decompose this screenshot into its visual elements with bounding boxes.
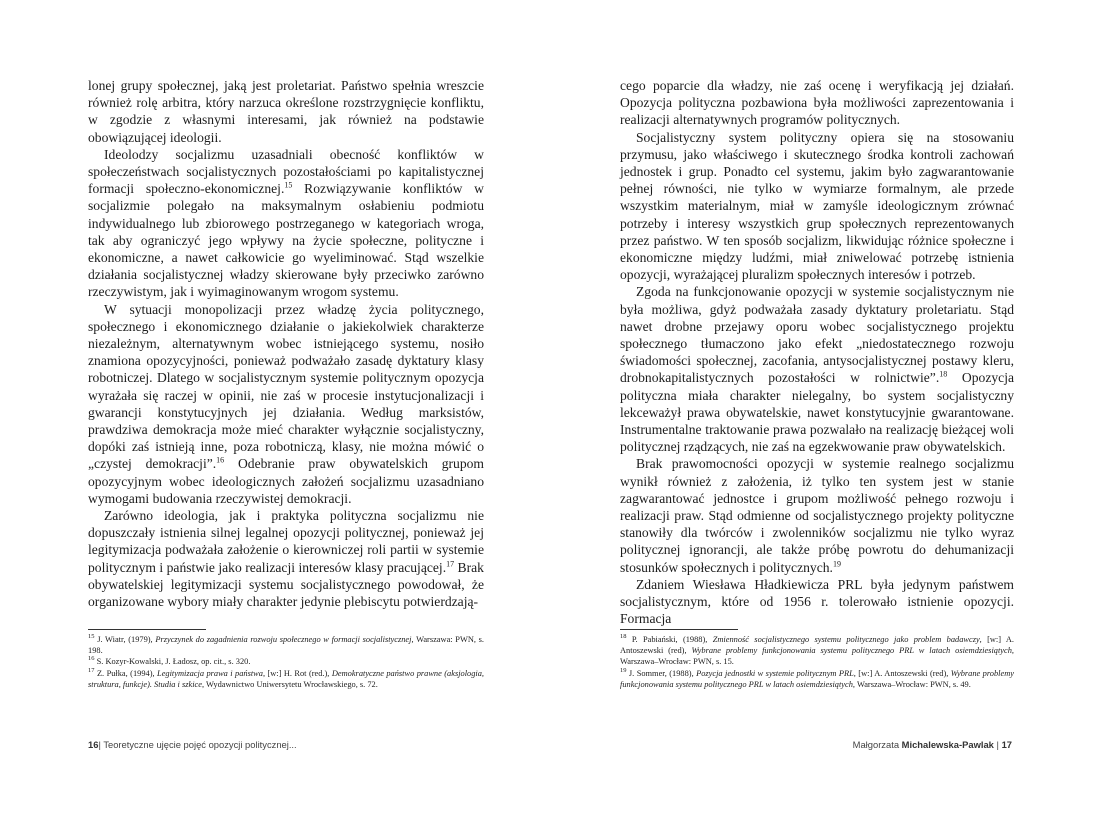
paragraph: Zarówno ideologia, jak i praktyka polityczna socjalizmu nie dopuszczały istnienia silnej legalnej opozycji politycznej, ponieważ jej legitymizacja podważała założenie o kierowniczej roli partii w systemie politycznym i państwie jako realizacji interesów klasy pracującej.$^{17}$ Brak obywatelskiej legitymizacji systemu socjalistycznego powodował, że organizowane wybory miały charakter jedynie plebiscytu potwierdzają- — [88, 508, 484, 610]
footnote: $^{19}$ J. Sommer, (1988), Pozycja jednostki w systemie politycznym PRL, [w:] A. Antoszewski (red), Wybrane problemy funkcjonowania systemu politycznego PRL w latach osiemdziesiątych, Warszawa–Wrocław: PWN, s. 49. — [620, 666, 1014, 689]
paragraph: Brak prawomocności opozycji w systemie realnego socjalizmu wynikł również z założenia, iż tylko ten system jest w stanie zagwarantować jednostce i grupom możliwość pełnego rozwoju i realizacji praw. Stąd odmienne od socjalistycznego projekty polityczne stanowiły dla twórców i zwolenników socjalizmu nie tylko wyraz politycznej ignorancji, ale także próbę powrotu do dehumanizacji stosunków społecznych i politycznych.$^{19}$ — [620, 456, 1014, 575]
footnote-ref[interactable]: 19 — [832, 559, 841, 569]
page-number: 16 — [88, 739, 99, 750]
paragraph: Socjalistyczny system polityczny opiera się na stosowaniu przymusu, jako właściwego i skutecznego środka kontroli zachowań jednostek i grup. Ponadto cel systemu, jakim było zagwarantowanie pełnej równości, nie tylko w wymiarze formalnym, ale przede wszystkim materialnym, miał w zamyśle ideologicznym zrównać potrzeby i interesy wszystkich grup społecznych reprezentowanych przez państwo. W ten sposób socjalizm, likwidując różnice społeczne i ekonomiczne między ludźmi, miał zniwelować potrzebę istnienia opozycji, wyrażającej pluralizm społecznych interesów i potrzeb. — [620, 129, 1014, 283]
right-body-text — [620, 77, 1014, 628]
author-last-name: Michalewska-Pawlak — [901, 739, 994, 750]
footer-separator: | — [98, 739, 101, 750]
paragraph: W sytuacji monopolizacji przez władzę życia politycznego, społecznego i ekonomicznego działanie o jakiekolwiek charakterze niezależnym, alternatywnym wobec istniejącego systemu, nosiło znamiona opozycyjności, ponieważ podważało zasadę dyktatury klasy robotniczej. Dlatego w socjalistycznym systemie politycznym opozycja wyrażała się raczej w opinii, nie zaś w procesie instytucjonalizacji i gwarancji konstytucyjnych jej działania. Według marksistów, prawdziwa demokracja może mieć charakter wyłącznie socjalistyczny, dopóki zaś istnieją inne, poza robotniczą, klasy, nie można mówić o „czystej demokracji”.$^{16}$ Odebranie praw obywatelskich grupom opozycyjnym wobec ideologicznych założeń socjalizmu uzasadniano wymogami budowania rzeczywistej demokracji. — [88, 301, 484, 506]
footnote-ref[interactable]: 18 — [939, 369, 948, 379]
footnote: $^{18}$ P. Pabiański, (1988), Zmienność socjalistycznego systemu politycznego jako problem badawczy, [w:] A. Antoszewski (red), Wybrane problemy funkcjonowania systemu politycznego PRL w latach osiemdziesiątych, Warszawa–Wrocław: PWN, s. 15. — [620, 633, 1015, 667]
footnote: $^{15}$ J. Wiatr, (1979), Przyczynek do zagadnienia rozwoju społecznego w formacji socjalistycznej, Warszawa: PWN, s. 198. — [88, 633, 485, 656]
left-body-text — [88, 77, 484, 610]
paragraph: lonej grupy społecznej, jaką jest proletariat. Państwo spełnia wreszcie również rolę arbitra, który narzuca określone rozstrzygnięcie konfliktu, w zgodzie z własnymi interesami, jak również na podstawie obowiązującej ideologii. — [88, 78, 484, 145]
footnote-separator — [88, 629, 206, 630]
footnote: $^{16}$ S. Kozyr-Kowalski, J. Ładosz, op. cit., s. 320. — [88, 655, 251, 667]
right-footnotes — [620, 634, 1014, 690]
paragraph: Zgoda na funkcjonowanie opozycji w systemie socjalistycznym nie była możliwa, gdyż podważała zasady dyktatury proletariatu. Stąd nawet drobne przejawy oporu wobec socjalistycznego projektu społecznego tłumaczono jako efekt „niedostatecznego rozwoju świadomości społecznej, zacofania, antysocjalistycznej postawy kleru, drobnokapitalistycznych pozostałości w rolnictwie”.$^{18}$ Opozycja polityczna miała charakter nielegalny, bo system socjalistyczny lekceważył prawa obywatelskie, nawet konstytucyjnie gwarantowane. Instrumentalne traktowanie prawa pozwalało na realizację bieżącej woli politycznej rządzących, nie zaś na egzekwowanie praw obywatelskich. — [620, 284, 1015, 455]
paragraph: Zdaniem Wiesława Hładkiewicza PRL była jedynym państwem socjalistycznym, które od 1956 r. tolerowało istnienie opozycji. Formacja — [620, 576, 1014, 627]
right-page-footer — [853, 739, 1012, 750]
footnote-ref[interactable]: 16 — [216, 455, 225, 465]
footnote-ref[interactable]: 17 — [446, 559, 455, 569]
running-title: Teoretyczne ujęcie pojęć opozycji politycznej... — [103, 739, 297, 750]
paragraph: cego poparcie dla władzy, nie zaś ocenę i weryfikacją jej działań. Opozycja polityczna pozbawiona była możliwości zaprezentowania i realizacji alternatywnych programów politycznych. — [620, 78, 1014, 128]
footer-separator: | — [996, 739, 999, 750]
author-first-name: Małgorzata — [852, 739, 900, 750]
left-footnotes — [88, 634, 484, 690]
page-number: 17 — [1001, 739, 1012, 750]
footnote-separator — [620, 629, 738, 630]
left-page-footer — [88, 739, 297, 750]
footnote: $^{17}$ Z. Pułka, (1994), Legitymizacja prawa i państwa, [w:] H. Rot (red.), Demokratyczne państwo prawne (aksjologia, struktura, funkcje). Studia i szkice, Wydawnictwo Uniwersytetu Wrocławskiego, s. 72. — [88, 666, 485, 689]
footnote-ref[interactable]: 15 — [284, 180, 293, 190]
paragraph: Ideolodzy socjalizmu uzasadniali obecność konfliktów w społeczeństwach socjalistycznych pozostałościami po kapitalistycznej formacji społeczno-ekonomicznej.$^{15}$ Rozwiązywanie konfliktów w socjalizmie polegało na maksymalnym osłabieniu podmiotu indywidualnego lub zbiorowego postrzeganego w kategoriach wroga, tak aby ograniczyć jego wpływy na życie społeczne, polityczne i ekonomiczne, a nawet całkowicie go wyeliminować. Stąd wszelkie działania socjalistycznej władzy skierowane były przeciwko zarówno rzeczywistym, jak i wyimaginowanym wrogom systemu. — [88, 146, 484, 300]
